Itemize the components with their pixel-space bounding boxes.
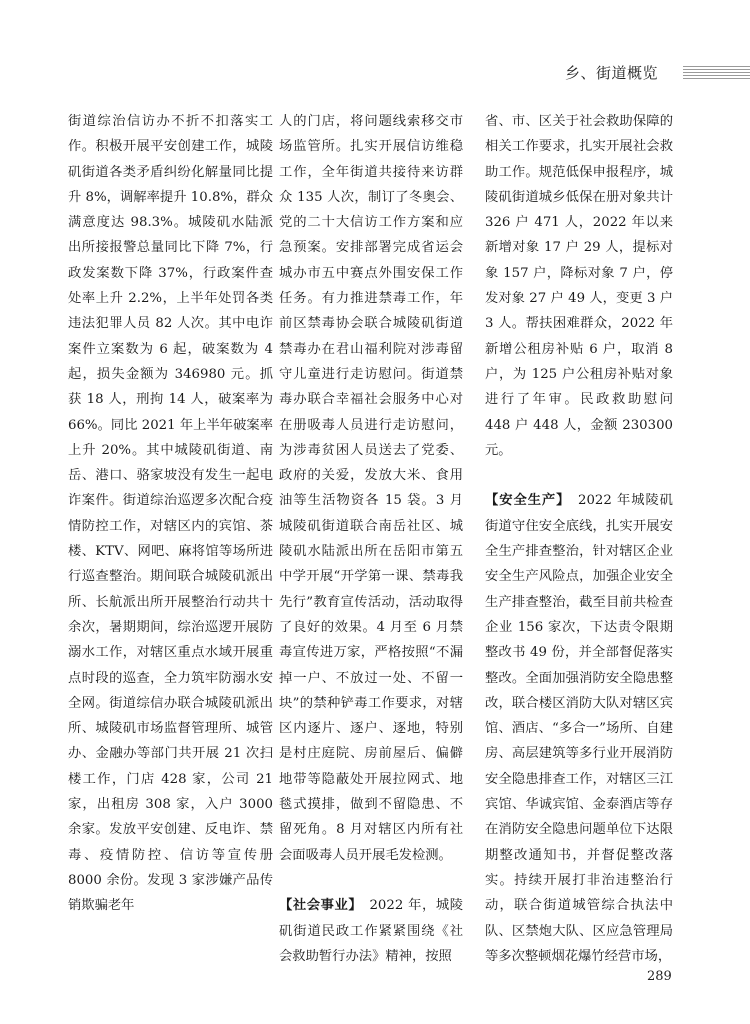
section-text: 2022 年，城陵矶街道民政工作紧紧围绕《社会救助暂行办法》精神，按照 [279, 898, 463, 964]
paragraph-safety-production [485, 488, 673, 969]
text-column-2 [279, 109, 463, 969]
paragraph: 人的门店，将问题线索移交市场监管所。扎实开展信访维稳工作，全年街道共接待来访群众 135 人次，制订了冬奥会、党的二十大信访工作方案和应急预案。安排部署完成省运会城办市五中赛点外围安保工作任务。有力推进禁毒工作，年前区禁毒协会联合城陵矶街道禁毒办在君山福利院对涉毒留守儿童进行走访慰问。街道禁毒办联合幸福社会服务中心对在册吸毒人员进行走访慰问，为涉毒贫困人员送去了党委、政府的关爱，发放大米、食用油等生活物资各 15 袋。3 月城陵矶街道联合南岳社区、城陵矶水陆派出所在岳阳市第五中学开展“开学第一课、禁毒我先行”教育宣传活动，活动取得了良好的效果。4 月至 6 月禁毒宣传进万家，严格按照“不漏掉一户、不放过一处、不留一块”的禁种铲毒工作要求，对辖区内逐片、逐户、逐地，特别是村庄庭院、房前屋后、偏僻地带等隐蔽处开展拉网式、地毯式摸排，做到不留隐患、不留死角。8 月对辖区内所有社会面吸毒人员开展毛发检测。 [279, 114, 463, 863]
section-heading-social-affairs: 【社会事业】 [279, 898, 356, 914]
section-heading-safety-production: 【安全生产】 [485, 493, 564, 509]
paragraph-social-affairs [279, 893, 463, 969]
paragraph: 街道综治信访办不折不扣落实工作。积极开展平安创建工作，城陵矶街道各类矛盾纠纷化解量同比提升 8%，调解率提升 10.8%，群众满意度达 98.3%。城陵矶水陆派出所接报警总量同比下降 7%，行政发案数下降 37%，行政案件查处率上升 2.2%，上半年处罚各类违法犯罪人员 82 人次。其中电诈案件立案数为 6 起，破案数为 4 起，损失金额为 346980 元。抓获 18 人，刑拘 14 人，破案率为 66%。同比 2021 年上半年破案率上升 20%。其中城陵矶街道、南岳、港口、骆家坡没有发生一起电诈案件。街道综治巡逻多次配合疫情防控工作，对辖区内的宾馆、茶楼、KTV、网吧、麻将馆等场所进行巡查整治。期间联合城陵矶派出所、长航派出所开展整治行动共十余次，暑期期间，综治巡逻开展防溺水工作，对辖区重点水域开展重点时段的巡查，全力筑牢防溺水安全网。街道综信办联合城陵矶派出所、城陵矶市场监督管理所、城管办、金融办等部门共开展 21 次扫楼工作，门店 428 家，公司 21 家，出租房 308 家，入户 3000 余家。发放平安创建、反电诈、禁毒、疫情防控、信访等宣传册 8000 余份。发现 3 家涉嫌产品传销欺骗老年 [68, 114, 273, 914]
section-title: 乡、街道概览 [565, 64, 659, 82]
paragraph: 省、市、区关于社会救助保障的相关工作要求，扎实开展社会救助工作。规范低保申报程序，城陵矶街道城乡低保在册对象共计 326 户 471 人，2022 年以来新增对象 17 户 29 人，提标对象 157 户，降标对象 7 户，停发对象 27 户 49 人，变更 3 户 3 人。帮扶困难群众，2022 年新增公租房补贴 6 户，取消 8 户，为 125 户公租房补贴对象进行了年审。民政救助慰问 448 户 448 人，金额 230300 元。 [485, 114, 673, 458]
text-column-1 [68, 109, 273, 919]
section-text: 2022 年城陵矶街道守住安全底线，扎实开展安全生产排查整治，针对辖区企业安全生产风险点，加强企业安全生产排查整治，截至目前共检查企业 156 家次，下达责令限期整改书 49 份，并全部督促落实整改。全面加强消防安全隐患整改，联合楼区消防大队对辖区宾馆、酒店、“多合一”场所、自建房、高层建筑等多行业开展消防安全隐患排查工作，对辖区三江宾馆、华诚宾馆、金泰酒店等存在消防安全隐患问题单位下达限期整改通知书，并督促整改落实。持续开展打非治违整治行动，联合街道城管综合执法中队、区禁炮大队、区应急管理局等多次整顿烟花爆竹经营市场， [485, 493, 673, 964]
page-number: 289 [647, 969, 672, 984]
header-decorative-lines [683, 66, 750, 79]
text-column-3 [485, 109, 673, 969]
